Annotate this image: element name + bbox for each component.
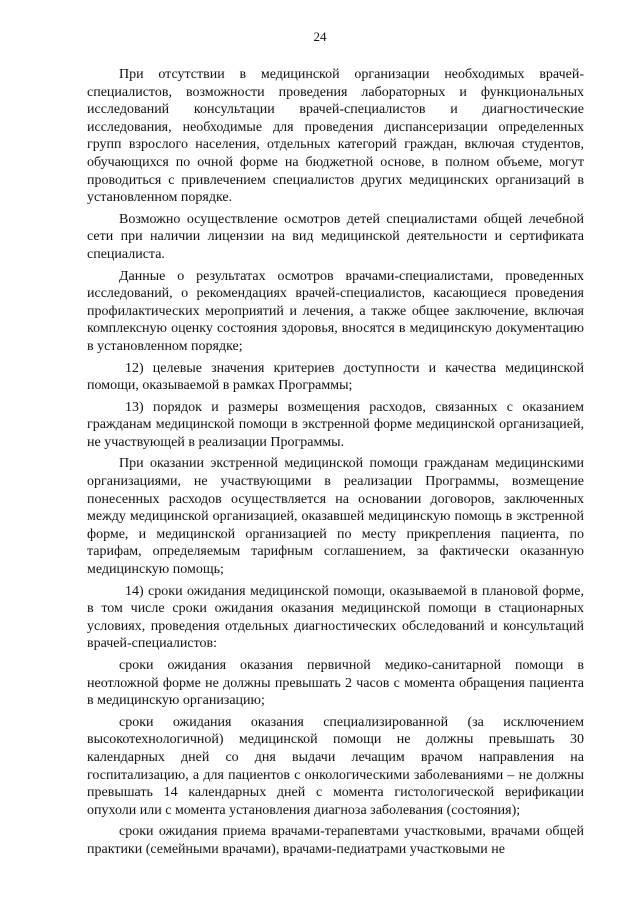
- paragraph-exam-results: Данные о результатах осмотров врачами-специалистами, проведенных исследований, о рекомендациях врачей-специалистов, касающиеся проведения профилактических мероприятий и лечения, а также общее заключение, включая комплексную оценку состояния здоровья, вносятся в медицинскую документацию в установленном порядке;: [87, 268, 584, 354]
- paragraph-urgent-care-waiting: сроки ожидания оказания первичной медико-санитарной помощи в неотложной форме не должны превышать 2 часов с момента обращения пациента в медицинскую организацию;: [87, 658, 584, 709]
- paragraph-children-exams: Возможно осуществление осмотров детей специалистами общей лечебной сети при наличии лицензии на вид медицинской деятельности и сертификата специалиста.: [87, 211, 584, 262]
- paragraph-item-13: 13) порядок и размеры возмещения расходов, связанных с оказанием гражданам медицинской помощи в экстренной форме медицинской организацией, не участвующей в реализации Программы.: [87, 399, 584, 450]
- paragraph-specialized-care-waiting: сроки ожидания оказания специализированной (за исключением высокотехнологичной) медицинской помощи не должны превышать 30 календарных дней со дня выдачи лечащим врачом направления на госпитализацию, а для пациентов с онкологическими заболеваниями – не должны превышать 14 календарных дней с момента гистологической верификации опухоли или с момента установления диагноза заболевания (состояния);: [87, 714, 584, 818]
- paragraph-item-14: 14) сроки ожидания медицинской помощи, оказываемой в плановой форме, в том числе сроки ожидания оказания медицинской помощи в стационарных условиях, проведения отдельных диагностических обследований и консультаций врачей-специалистов:: [87, 583, 584, 652]
- document-body: [87, 66, 584, 863]
- paragraph-item-12: 12) целевые значения критериев доступности и качества медицинской помощи, оказываемой в рамках Программы;: [87, 360, 584, 394]
- paragraph-emergency-reimbursement: При оказании экстренной медицинской помощи гражданам медицинскими организациями, не участвующими в реализации Программы, возмещение понесенных расходов осуществляется на основании договоров, заключенных между медицинской организацией, оказавшей медицинскую помощь в экстренной форме, и медицинской организацией по месту прикрепления пациента, по тарифам, определяемым тарифным соглашением, за фактически оказанную медицинскую помощь;: [87, 456, 584, 578]
- page-number: 24: [313, 29, 327, 44]
- paragraph-therapist-waiting: сроки ожидания приема врачами-терапевтами участковыми, врачами общей практики (семейными врачами), врачами-педиатрами участковыми не: [87, 824, 584, 857]
- paragraph-specialists-absence: При отсутствии в медицинской организации необходимых врачей-специалистов, возможности проведения лабораторных и функциональных исследований консультации врачей-специалистов и диагностические исследования, необходимые для проведения диспансеризации определенных групп взрослого населения, отдельных категорий граждан, включая студентов, обучающихся по очной форме на бюджетной основе, в полном объеме, могут проводиться с привлечением специалистов других медицинских организаций в установленном порядке.: [87, 67, 584, 206]
